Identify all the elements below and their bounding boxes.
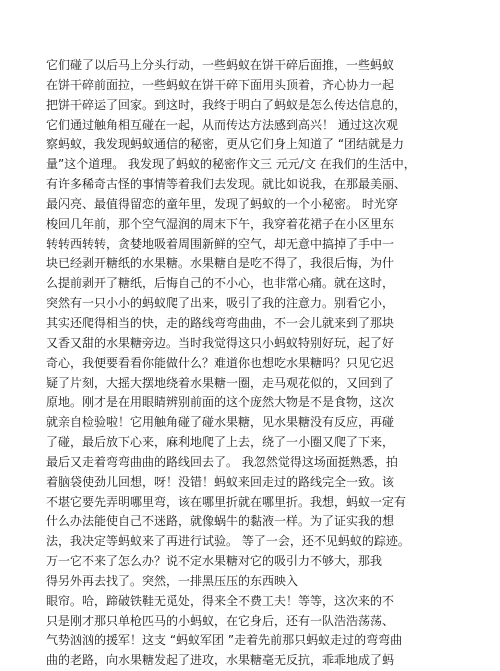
text-line: 着脑袋使劲儿回想，呀！没错！蚂蚁来回走过的路线完全一致。该	[46, 474, 395, 489]
text-line: 把饼干碎运了回家。到这时，我终于明白了蚂蚁是怎么传达信息的，	[46, 97, 407, 112]
text-line: 万一它不来了怎么办？说不定水果糖对它的吸引力不够大，那我	[46, 554, 383, 569]
text-line: 曲的老路，向水果糖发起了进攻，水果糖毫无反抗，乖乖地成了蚂	[46, 653, 395, 668]
text-line: 块已经剥开糖纸的水果糖。水果糖自是吃不得了，我很后悔，为什	[46, 256, 395, 271]
text-line: 原地。刚才是在用眼睛辨别前面的这个庞然大物是不是食物，这次	[46, 395, 395, 410]
text-line: 其实还爬得相当的快，走的路线弯弯曲曲，不一会儿就来到了那块	[46, 315, 395, 330]
text-line: 了碰，最后放下心来，麻利地爬了上去，绕了一小圈又爬了下来，	[46, 435, 395, 450]
text-line: 有许多稀奇古怪的事情等着我们去发现。就比如说我，在那最美丽、	[46, 177, 407, 192]
text-line: 它们通过触角相互碰在一起，从而传达方法感到高兴！ 通过这次观	[46, 117, 398, 132]
text-line: 气势汹汹的援军！这支 “蚂蚁军团 ”走着先前那只蚂蚁走过的弯弯曲	[46, 633, 403, 648]
text-line: 在饼干碎前面拉，一些蚂蚁在饼干碎下面用头顶着，齐心协力一起	[46, 77, 395, 92]
text-line: 梭回几年前，那个空气湿润的周末下午，我穿着花裙子在小区里东	[46, 216, 395, 231]
text-line: 又香又甜的水果糖旁边。当时我觉得这只小蚂蚁特别好玩，起了好	[46, 335, 395, 350]
text-line: 察蚂蚁，我发现蚂蚁通信的秘密，更从它们身上知道了 “团结就是力	[46, 137, 405, 152]
text-line: 不堪它要先弄明哪里弯，该在哪里折就在哪里折。我想，蚂蚁一定有	[46, 494, 407, 509]
text-line: 么提前剥开了糖纸，后悔自己的不小心，也非常心痛。就在这时，	[46, 276, 395, 291]
text-line: 得另外再去找了。突然，一排黑压压的东西映入	[46, 573, 299, 588]
text-line: 最后又走着弯弯曲曲的路线回去了。 我忽然觉得这场面挺熟悉，拍	[46, 454, 398, 469]
text-line: 疑了片刻，大摇大摆地绕着水果糖一圈，走马观花似的，又回到了	[46, 375, 395, 390]
text-line: 眼帘。哈，蹄破铁鞋无觅处，得来全不费工夫！等等，这次来的不	[46, 593, 395, 608]
text-line: 法，我决定等蚂蚁来了再进行试验。 等了一会，还不见蚂蚁的踪迹。	[46, 534, 410, 549]
text-line: 它们碰了以后马上分头行动，一些蚂蚁在饼干碎后面推，一些蚂蚁	[46, 58, 395, 72]
essay-text-body	[46, 56, 486, 671]
text-line: 突然有一只小小的蚂蚁爬了出来，吸引了我的注意力。别看它小，	[46, 296, 395, 311]
text-line: 什么办法能使自己不迷路，就像蜗牛的黏液一样。为了证实我的想	[46, 514, 395, 529]
text-line: 就亲自检验啦！它用触角碰了碰水果糖，见水果糖没有反应，再碰	[46, 415, 395, 430]
text-line: 转转西转转，贪婪地吸着周围新鲜的空气，却无意中搞掉了手中一	[46, 236, 395, 251]
text-line: 量”这个道理。 我发现了蚂蚁的秘密作文三 元元/文 在我们的生活中，	[46, 157, 416, 172]
text-line: 最闪亮、最值得留恋的童年里，发现了蚂蚁的一个小秘密。 时光穿	[46, 196, 398, 211]
text-line: 奇心，我便要看看你能做什么？难道你也想吃水果糖吗？只见它迟	[46, 355, 395, 370]
text-line: 只是刚才那只单枪匹马的小蚂蚁，在它身后，还有一队浩浩荡荡、	[46, 613, 395, 628]
